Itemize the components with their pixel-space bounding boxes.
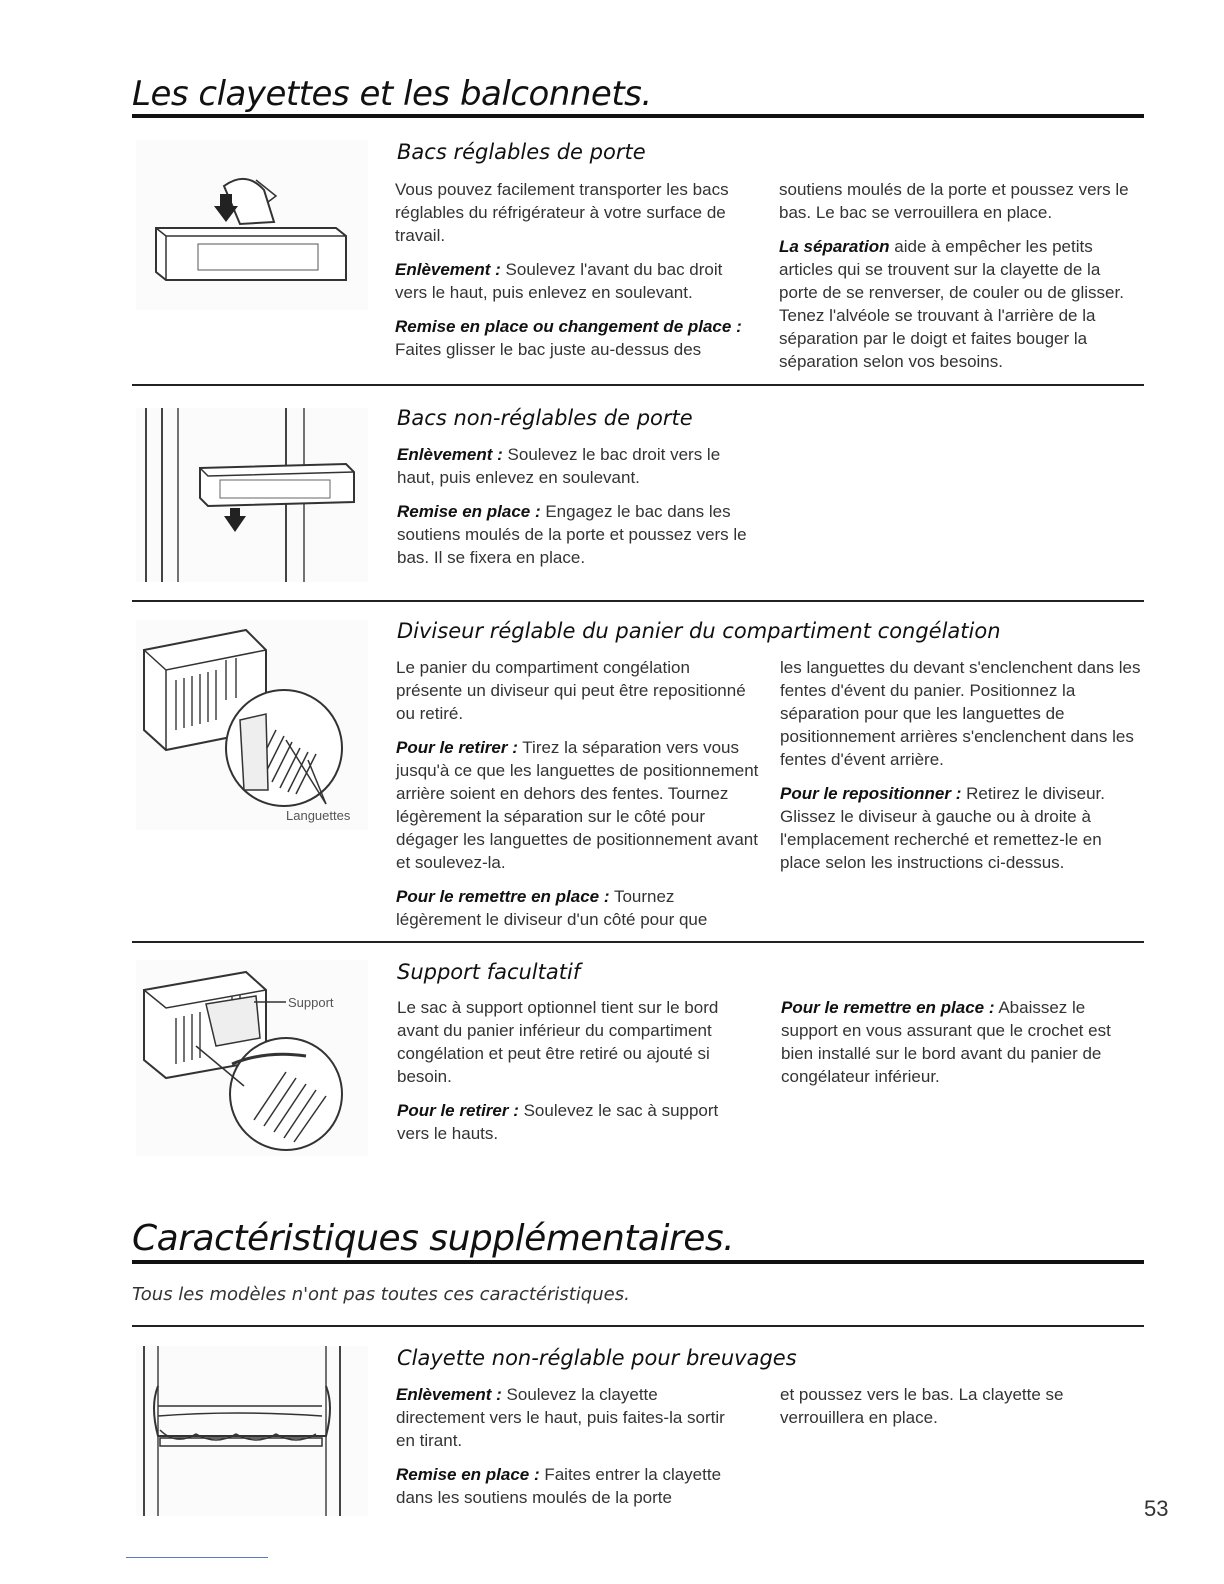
- section-heading-adjustable-bins: Bacs réglables de porte: [397, 140, 646, 164]
- replace-paragraph: [395, 315, 745, 361]
- non-adjustable-bin-illustration: [136, 408, 368, 582]
- page-title: Les clayettes et les balconnets.: [132, 74, 652, 114]
- remove-paragraph: [397, 1099, 747, 1145]
- remove-label: Pour le retirer :: [397, 1101, 519, 1120]
- continued-text: les languettes du devant s'enclenchent dans les fentes d'évent du panier. Positionnez la séparation pour que les languettes de positionnement arrières s'enclenchent dans les fentes d'évent arrière.: [780, 658, 1141, 769]
- continued-text: soutiens moulés de la porte et poussez vers le bas. Le bac se verrouillera en place.: [779, 180, 1129, 222]
- footer-line: [126, 1557, 268, 1558]
- intro-text: Le panier du compartiment congélation présente un diviseur qui peut être repositionné ou retiré.: [396, 658, 746, 723]
- removal-paragraph: [396, 1383, 748, 1452]
- replace-paragraph: [396, 1463, 748, 1509]
- replace-paragraph: [396, 885, 760, 931]
- remove-text: Tirez la séparation vers vous jusqu'à ce que les languettes de positionnement arrière soient en dehors des fentes. Tournez légèrement la séparation sur le côté pour dégager les languettes de positionnement avant et soulevez-la.: [396, 738, 759, 872]
- section-heading-divider: Diviseur réglable du panier du compartiment congélation: [397, 619, 1001, 643]
- reposition-paragraph: [780, 782, 1142, 874]
- removal-paragraph: [395, 258, 745, 304]
- freezer-divider-illustration: [136, 620, 368, 830]
- removal-paragraph: [397, 443, 747, 489]
- beverage-shelf-illustration: [136, 1346, 368, 1516]
- intro-text: Le sac à support optionnel tient sur le bord avant du panier inférieur du compartiment congélation et peut être retiré ou ajouté si besoin.: [397, 998, 719, 1086]
- removal-text: Soulevez l'avant du bac droit vers le haut, puis enlevez en soulevant.: [395, 260, 723, 302]
- reposition-text: Retirez le diviseur. Glissez le diviseur à gauche ou à droite à l'emplacement recherché et remettez-le en place selon les instructions ci-dessus.: [780, 784, 1105, 872]
- replace-paragraph: [781, 996, 1141, 1088]
- languettes-callout: Languettes: [286, 808, 351, 823]
- replace-text: Faites glisser le bac juste au-dessus des: [395, 340, 702, 359]
- continued-text: et poussez vers le bas. La clayette se verrouillera en place.: [780, 1385, 1064, 1427]
- replace-label: Remise en place ou changement de place :: [395, 317, 742, 336]
- beverage-shelf-col2: [780, 1383, 1080, 1440]
- separator-paragraph: [779, 235, 1141, 373]
- removal-text: Soulevez le bac droit vers le haut, puis enlevez en soulevant.: [397, 445, 721, 487]
- section-heading-support: Support facultatif: [397, 960, 581, 984]
- replace-label: Remise en place :: [396, 1465, 540, 1484]
- title-rule: [132, 114, 1144, 118]
- page-number: 53: [1144, 1496, 1169, 1521]
- section-divider: [132, 941, 1144, 943]
- remove-label: Pour le retirer :: [396, 738, 518, 757]
- features-title-rule: [132, 1260, 1144, 1264]
- remove-paragraph: [396, 736, 760, 874]
- features-subtitle: Tous les modèles n'ont pas toutes ces caractéristiques.: [132, 1284, 630, 1305]
- replace-text: Engagez le bac dans les soutiens moulés de la porte et poussez vers le bas. Il se fixera en place.: [397, 502, 747, 567]
- support-callout: Support: [288, 995, 334, 1010]
- replace-text: Tournez légèrement le diviseur d'un côté pour que: [396, 887, 708, 929]
- adjustable-bins-col2: [779, 178, 1141, 373]
- replace-text: Abaissez le support en vous assurant que le crochet est bien installé sur le bord avant du panier de congélateur inférieur.: [781, 998, 1111, 1086]
- remove-text: Soulevez le sac à support vers le hauts.: [397, 1101, 719, 1143]
- section-divider: [132, 600, 1144, 602]
- section-heading-beverage-shelf: Clayette non-réglable pour breuvages: [397, 1346, 797, 1370]
- divider-col1: [396, 656, 760, 931]
- non-adjustable-bins-text: [397, 443, 747, 569]
- divider-col2: [780, 656, 1142, 874]
- replace-paragraph: [397, 500, 747, 569]
- separator-text: aide à empêcher les petits articles qui se trouvent sur la clayette de la porte de se renverser, de couler ou de glisser. Tenez l'alvéole se trouvant à l'arrière de la séparation par le doigt et faites bouger la séparation selon vos besoins.: [779, 237, 1124, 371]
- support-col1: [397, 996, 747, 1145]
- removal-label: Enlèvement :: [396, 1385, 502, 1404]
- separator-label: La séparation: [779, 237, 890, 256]
- replace-label: Pour le remettre en place :: [396, 887, 610, 906]
- support-col2: [781, 996, 1141, 1088]
- removal-label: Enlèvement :: [397, 445, 503, 464]
- removal-text: Soulevez la clayette directement vers le haut, puis faites-la sortir en tirant.: [396, 1385, 725, 1450]
- replace-label: Remise en place :: [397, 502, 541, 521]
- adjustable-bins-col1: [395, 178, 745, 361]
- removal-label: Enlèvement :: [395, 260, 501, 279]
- beverage-shelf-col1: [396, 1383, 748, 1509]
- features-title: Caractéristiques supplémentaires.: [132, 1218, 735, 1259]
- support-bag-illustration: [136, 960, 368, 1156]
- replace-text: Faites entrer la clayette dans les soutiens moulés de la porte: [396, 1465, 722, 1507]
- section-heading-non-adjustable-bins: Bacs non-réglables de porte: [397, 406, 693, 430]
- replace-label: Pour le remettre en place :: [781, 998, 995, 1017]
- reposition-label: Pour le repositionner :: [780, 784, 962, 803]
- section-divider: [132, 384, 1144, 386]
- intro-text: Vous pouvez facilement transporter les bacs réglables du réfrigérateur à votre surface de travail.: [395, 180, 729, 245]
- adjustable-bin-illustration: [136, 140, 368, 310]
- section-divider: [132, 1325, 1144, 1327]
